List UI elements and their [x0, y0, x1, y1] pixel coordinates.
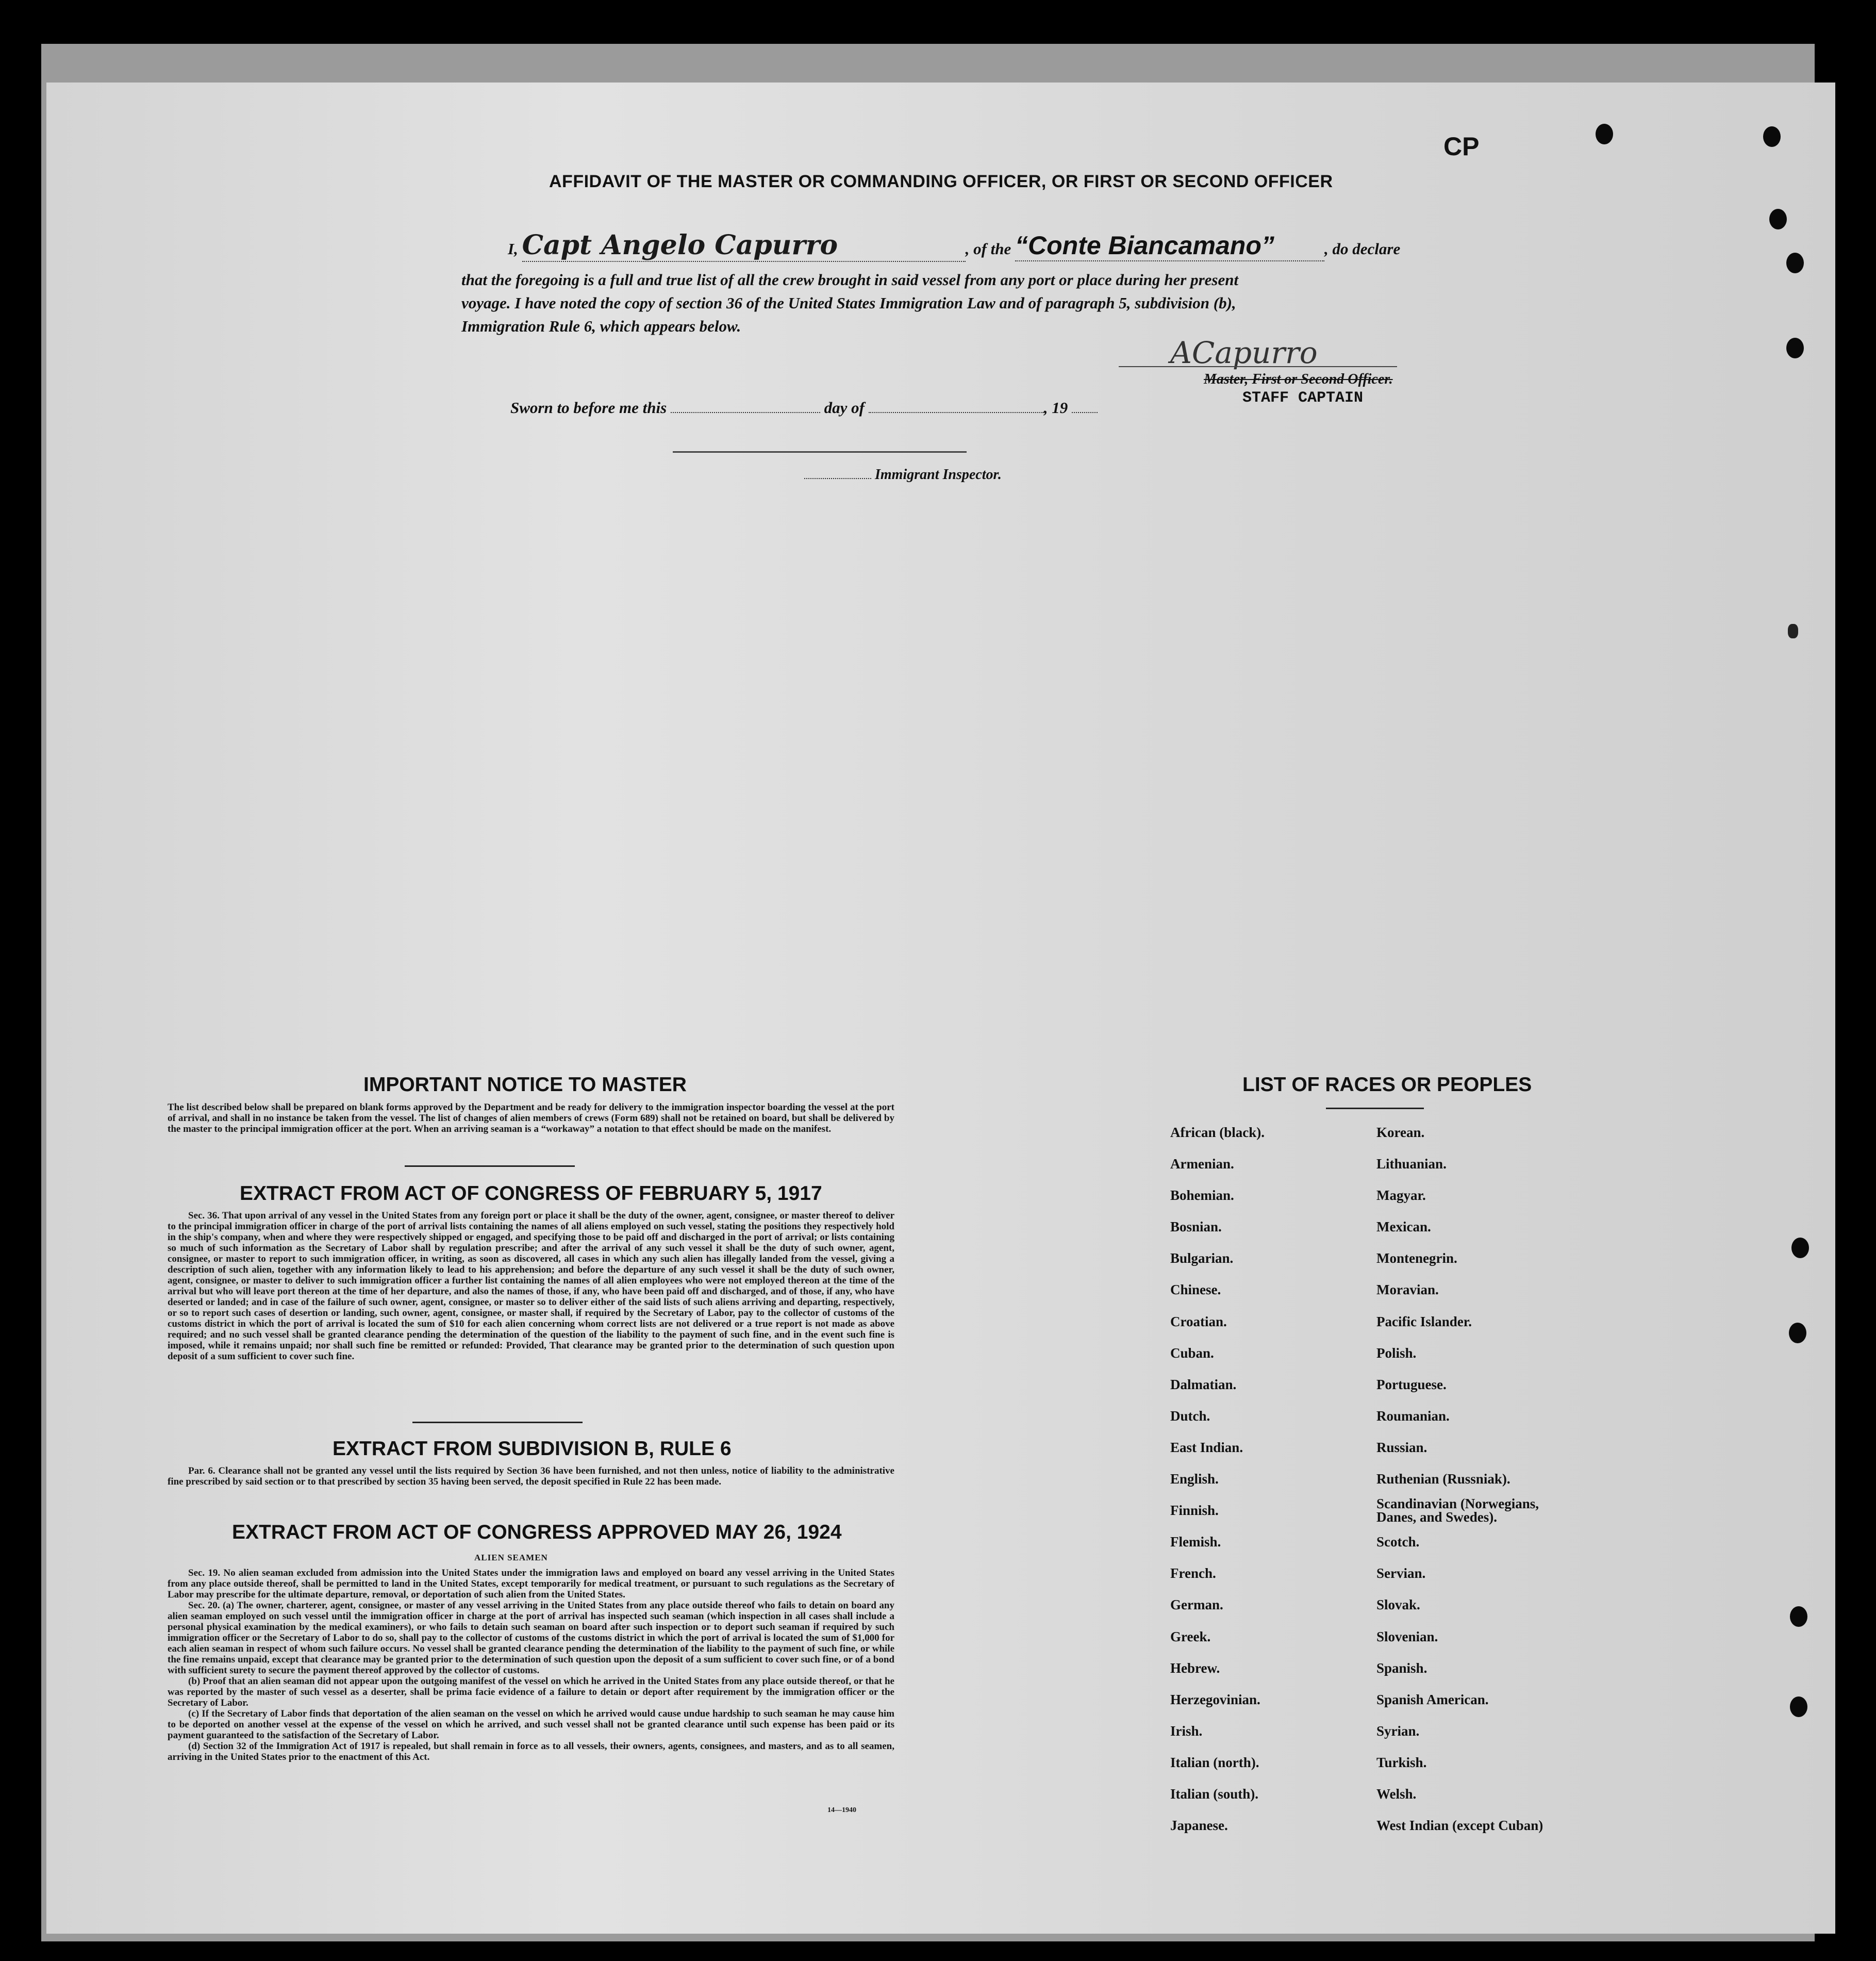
race-item: Roumanian. — [1376, 1408, 1450, 1424]
ship-name-field — [1015, 230, 1324, 261]
extract-1924-body — [168, 1568, 894, 1762]
race-item: Spanish American. — [1376, 1691, 1489, 1707]
label-i: I, — [508, 240, 518, 258]
race-item: Irish. — [1170, 1723, 1203, 1739]
label-of-the: , of the — [965, 240, 1011, 258]
officer-signature: ACapurro — [1170, 335, 1318, 370]
corner-mark: CP — [1443, 132, 1480, 161]
race-item: Mexican. — [1376, 1219, 1431, 1235]
race-item: Croatian. — [1170, 1313, 1227, 1329]
punch-hole-icon — [1790, 1606, 1807, 1627]
race-item: Turkish. — [1376, 1754, 1427, 1770]
sec20c-text: (c) If the Secretary of Labor finds that deportation of the alien seaman on the vessel on which he arrived would cause undue hardship to such seaman he may cause him to be deported on another vessel at the expense of the vessel on which he arrived, and such vessel shall not be granted clearance until such expense has been paid or its payment guaranteed to the satisfaction of the Secretary of Labor. — [168, 1708, 894, 1741]
races-title: LIST OF RACES OR PEOPLES — [1242, 1074, 1532, 1096]
divider — [1326, 1108, 1424, 1109]
extract-1924-title: EXTRACT FROM ACT OF CONGRESS APPROVED MAY 26, 1924 — [232, 1521, 842, 1543]
race-item: Chinese. — [1170, 1282, 1221, 1298]
race-item: East Indian. — [1170, 1439, 1243, 1455]
form-number: 14—1940 — [827, 1806, 856, 1814]
race-item: Scandinavian (Norwegians, Danes, and Swedes). — [1376, 1496, 1539, 1525]
divider — [412, 1422, 583, 1423]
race-item: Bosnian. — [1170, 1219, 1222, 1235]
race-item: Italian (north). — [1170, 1754, 1259, 1770]
punch-hole-icon — [1786, 253, 1804, 273]
notice-body: The list described below shall be prepared on blank forms approved by the Department and be ready for delivery to the immigration inspector boarding the vessel at the port of arrival, and shall in no instance be taken from the vessel. The list of changes of alien members of crews (Form 689) shall not be retained on board, but shall be delivered by the master to the principal immigration officer at the port. When an arriving seaman is a “workaway” a notation to that effect should be made on the manifest. — [168, 1102, 894, 1134]
race-item: Italian (south). — [1170, 1786, 1259, 1802]
race-item: Syrian. — [1376, 1723, 1420, 1739]
race-item: Flemish. — [1170, 1534, 1221, 1550]
punch-hole-icon — [1788, 624, 1798, 638]
race-item: Moravian. — [1376, 1282, 1439, 1298]
officer-name: Capt Angelo Capurro — [522, 229, 838, 261]
race-item: English. — [1170, 1471, 1219, 1487]
alien-seamen-subtitle: ALIEN SEAMEN — [474, 1553, 548, 1562]
extract-1917-body: Sec. 36. That upon arrival of any vessel in the United States from any foreign port or place it shall be the duty of the owner, agent, consignee, or master thereof to deliver to the principal immigration officer in charge of the port of arrival lists containing the names of all aliens employed on such vessel, stating the positions they respectively hold in the ship's company, when and where they were respectively shipped or engaged, and specifying those to be paid off and discharged in the port of arrival; or lists containing so much of such information as the Secretary of Labor shall by regulation prescribe; and after the arrival of any such vessel it shall be the duty of such owner, agent, consignee, or master to report to such immigration officer, in writing, as soon as discovered, all cases in which any such alien has illegally landed from the vessel, giving a description of such alien, together with any information likely to lead to his apprehension; and before the departure of any such vessel it shall be the duty of such owner, agent, consignee, or master to deliver to such immigration officer a further list containing the names of all alien employees who were not employed thereon at the time of the arrival but who will leave port thereon at the time of her departure, and also the names of those, if any, who have been paid off and discharged, and of those, if any, who have deserted or landed; and in case of the failure of such owner, agent, consignee, or master so to deliver either of the said lists of such aliens arriving and departing, respectively, or so to report such cases of desertion or landing, such owner, agent, consignee, or master shall, if required by the Secretary of Labor, pay to the collector of customs of the customs district in which the port of arrival is located the sum of $10 for each alien concerning whom correct lists are not delivered or a true report is not made as above required; and no such vessel shall be granted clearance pending the determination of the question of the liability to the payment of such fine, and in the event such fine is imposed, while it remains unpaid; nor shall such fine be remitted or refunded: Provided, That clearance may be granted prior to the determination of such question upon deposit of a sum sufficient to cover such fine. — [168, 1210, 894, 1362]
inspector-line — [804, 467, 1002, 483]
affidavit-line1 — [508, 229, 1400, 262]
race-item: Spanish. — [1376, 1660, 1427, 1676]
race-item: Slovenian. — [1376, 1628, 1438, 1644]
race-item: Scotch. — [1376, 1534, 1420, 1550]
race-item: French. — [1170, 1565, 1216, 1581]
punch-hole-icon — [1789, 1323, 1806, 1343]
race-item: Portuguese. — [1376, 1376, 1447, 1392]
race-item: African (black). — [1170, 1125, 1265, 1140]
race-item: German. — [1170, 1597, 1223, 1613]
sworn-prefix: Sworn to before me this — [510, 399, 667, 417]
punch-hole-icon — [1763, 126, 1781, 147]
rule6-body: Par. 6. Clearance shall not be granted any vessel until the lists required by Section 36 have been furnished, and not then unless, notice of liability to the administrative fine prescribed by said section or to that prescribed by section 35 having been served, the deposit specified in Rule 22 has been made. — [168, 1465, 894, 1487]
inspector-signature-line — [673, 451, 967, 453]
affidavit-line4: Immigration Rule 6, which appears below. — [461, 317, 741, 335]
day-of-label: day of — [824, 399, 865, 417]
race-item: Polish. — [1376, 1345, 1417, 1361]
ship-name: “Conte Biancamano” — [1015, 231, 1274, 260]
sec20a-text: Sec. 20. (a) The owner, charterer, agent, consignee, or master of any vessel arriving in the United States from any place outside thereof who fails to detain on board any alien seaman employed on such vessel until the immigration officer in charge at the port of arrival has inspected such seaman (which inspection in all cases shall include a personal physical examination by the medical examiners), or who fails to detain such seaman on board after such inspection or to deport such seaman if required by such immigration officer or the Secretary of Labor to do so, shall pay to the collector of customs of the customs district in which the port of arrival is located the sum of $1,000 for each alien seaman in respect of whom such failure occurs. No vessel shall be granted clearance pending the determination of the liability to the payment of such fine, or while the fine remains unpaid, except that clearance may be granted prior to the determination of such question upon the deposit of a sum sufficient to cover such fine, or of a bond with sufficient surety to secure the payment thereof approved by the collector of customs. — [168, 1600, 894, 1676]
sworn-line — [510, 399, 1098, 417]
inspector-field — [804, 478, 871, 479]
notice-title: IMPORTANT NOTICE TO MASTER — [363, 1074, 687, 1096]
race-item: Magyar. — [1376, 1188, 1426, 1204]
affidavit-line2: that the foregoing is a full and true list of all the crew brought in said vessel from any port or place during her present — [461, 271, 1239, 289]
race-item: Servian. — [1376, 1565, 1426, 1581]
race-item: Armenian. — [1170, 1156, 1234, 1172]
punch-hole-icon — [1786, 338, 1804, 358]
race-item: Dutch. — [1170, 1408, 1210, 1424]
affidavit-title: AFFIDAVIT OF THE MASTER OR COMMANDING OFFICER, OR FIRST OR SECOND OFFICER — [549, 172, 1333, 191]
sworn-year-field — [1072, 412, 1098, 413]
race-item: Dalmatian. — [1170, 1376, 1237, 1392]
rule6-title: EXTRACT FROM SUBDIVISION B, RULE 6 — [333, 1438, 732, 1460]
race-item: West Indian (except Cuban) — [1376, 1818, 1543, 1834]
year-prefix: , 19 — [1043, 399, 1068, 417]
race-item: Welsh. — [1376, 1786, 1417, 1802]
sec20d-text: (d) Section 32 of the Immigration Act of 1917 is repealed, but shall remain in force as to all vessels, their owners, agents, consignees, and masters, and as to all seamen, arriving in the United States prior to the enactment of this Act. — [168, 1741, 894, 1762]
label-do-declare: , do declare — [1324, 240, 1401, 258]
punch-hole-icon — [1791, 1238, 1809, 1258]
affidavit-line3: voyage. I have noted the copy of section 36 of the United States Immigration Law and of paragraph 5, subdivision (b), — [461, 294, 1236, 312]
staff-title: STAFF CAPTAIN — [1242, 389, 1364, 407]
struck-title: Master, First or Second Officer. — [1204, 371, 1393, 387]
sec20b-text: (b) Proof that an alien seaman did not appear upon the outgoing manifest of the vessel on which he arrived in the United States from any place outside thereof, or that he was reported by the master of such vessel as a deserter, shall be prima facie evidence of a failure to detain or deport after requirement by the immigration officer or the Secretary of Labor. — [168, 1676, 894, 1708]
race-item: Bulgarian. — [1170, 1250, 1234, 1266]
race-item: Bohemian. — [1170, 1188, 1234, 1204]
race-item: Lithuanian. — [1376, 1156, 1447, 1172]
sworn-day-field — [671, 412, 820, 413]
punch-hole-icon — [1596, 124, 1613, 144]
race-item: Pacific Islander. — [1376, 1313, 1472, 1329]
sec19-text: Sec. 19. No alien seaman excluded from admission into the United States under the immigration laws and employed on board any vessel arriving in the United States from any place outside thereof, shall be permitted to land in the United States, except temporarily for medical treatment, or pursuant to such regulations as the Secretary of Labor may prescribe for the ultimate departure, removal, or deportation of such alien from the United States. — [168, 1568, 894, 1600]
signature-line — [1119, 366, 1397, 367]
race-item: Hebrew. — [1170, 1660, 1220, 1676]
race-item: Slovak. — [1376, 1597, 1420, 1613]
punch-hole-icon — [1769, 209, 1787, 229]
extract-1917-title: EXTRACT FROM ACT OF CONGRESS OF FEBRUARY 5, 1917 — [240, 1182, 822, 1205]
race-item: Russian. — [1376, 1439, 1427, 1455]
races-left-column — [1170, 1117, 1265, 1841]
race-item: Korean. — [1376, 1125, 1425, 1140]
divider — [405, 1165, 575, 1167]
race-item: Ruthenian (Russniak). — [1376, 1471, 1510, 1487]
sworn-month-field — [869, 412, 1044, 413]
race-item: Greek. — [1170, 1628, 1211, 1644]
race-item: Herzegovinian. — [1170, 1691, 1260, 1707]
inspector-label: Immigrant Inspector. — [875, 467, 1002, 483]
races-right-column — [1376, 1117, 1572, 1841]
race-item: Montenegrin. — [1376, 1250, 1457, 1266]
race-item: Japanese. — [1170, 1818, 1228, 1834]
officer-name-field — [522, 229, 966, 262]
race-item: Cuban. — [1170, 1345, 1214, 1361]
punch-hole-icon — [1790, 1696, 1807, 1717]
race-item: Finnish. — [1170, 1503, 1219, 1519]
